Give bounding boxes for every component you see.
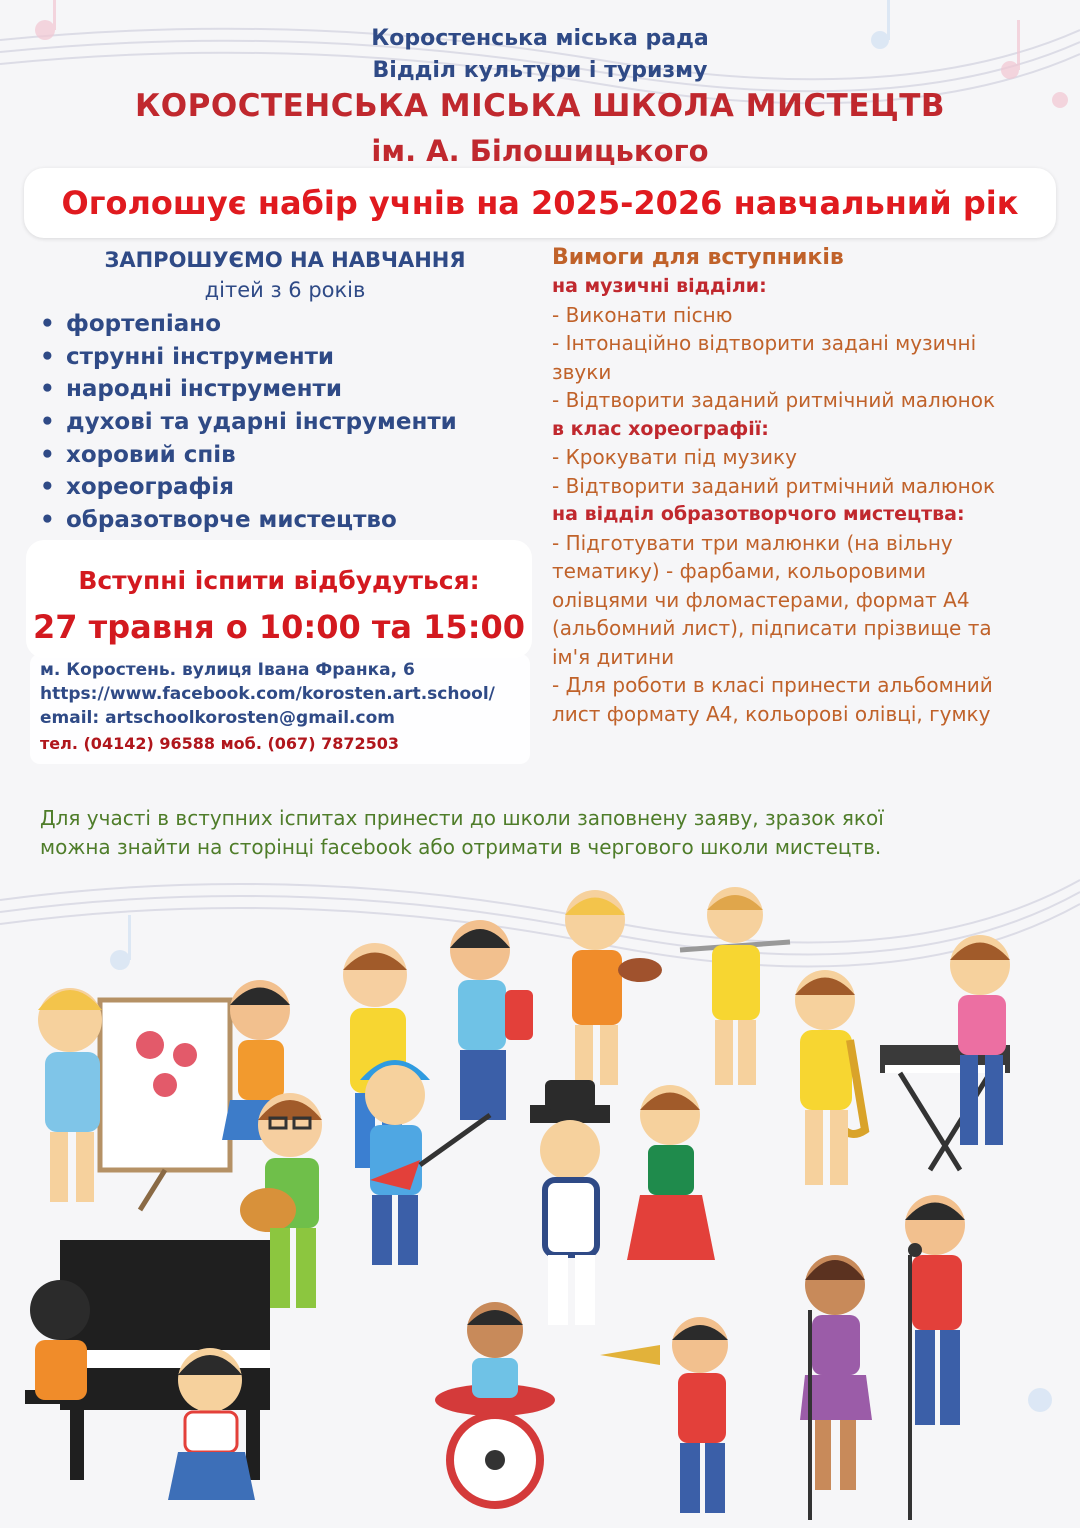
kid-keyboardist [950,935,1010,1145]
invite-ages: дітей з 6 років [204,278,366,302]
subject-item: • фортепіано [40,308,540,341]
email-link[interactable]: email: artschoolkorosten@gmail.com [40,708,395,728]
kid-flute [680,887,790,1085]
bullet-icon: • [40,441,55,468]
school-title: КОРОСТЕНСЬКА МІСЬКА ШКОЛА МИСТЕЦТВ [134,88,946,124]
requirement-line: тематику) - фарбами, кольоровими [552,559,926,583]
subject-item: • хоровий спів [40,439,540,472]
subject-item: • струнні інструменти [40,341,540,374]
address: м. Коростень. вулиця Івана Франка, 6 [40,660,415,680]
requirement-line: - Відтворити заданий ритмічний малюнок [552,473,996,498]
invite-section [40,248,540,537]
requirement-line: - Для роботи в класі принести альбомний [552,673,993,697]
requirement-line: ім'я дитини [552,644,675,669]
requirement-line: лист формату А4, кольорові олівці, гумку [552,701,991,726]
requirement-line: - Відтворити заданий ритмічний малюнок [552,388,996,412]
kid-drummer [467,1302,523,1398]
requirement-line: - Підготувати три малюнки (на вільну [552,530,953,555]
requirement-line: - Виконати пісню [552,302,733,327]
city-council-title: Коростенська міська рада [371,26,709,51]
bullet-icon: • [40,376,55,403]
kid-backpack [450,920,533,1120]
requirement-line: звуки [552,359,612,384]
kid-singer-boy [905,1195,965,1425]
requirements-section [552,244,1052,728]
school-named-after: ім. А. Білошицького [371,134,709,168]
requirement-line: - Інтонаційно відтворити задані музичні [552,331,977,355]
department-title: Відділ культури і туризму [372,58,708,83]
subject-item: • духові та ударні інструменти [40,406,540,439]
bullet-icon: • [40,474,55,501]
requirement-line: - Крокувати під музику [552,445,797,469]
art-requirements-heading: на відділ образотворчого мистецтва: [552,503,965,525]
kid-violin [565,890,662,1085]
kid-saxophone [795,970,865,1185]
facebook-link[interactable]: https://www.facebook.com/korosten.art.school/ [40,684,495,704]
phone-numbers: тел. (04142) 96588 моб. (067) 7872503 [40,734,399,753]
requirements-title: Вимоги для вступників [552,245,844,270]
exam-title: Вступні іспити відбудуться: [78,566,480,595]
kid-trumpet [600,1317,728,1513]
drum-kit-icon [435,1384,555,1505]
requirement-line: (альбомний лист), підписати прізвище та [552,616,992,640]
music-requirements-heading: на музичні відділи: [552,275,767,297]
bullet-icon: • [40,343,55,370]
bullet-icon: • [40,409,55,436]
bullet-icon: • [40,507,55,534]
application-note: Для участі в вступних іспитах принести до школи заповнену заяву, зразок якої можна знайти на сторінці facebook або отримати в чергового школи мистецтв. [40,806,884,859]
kid-painter [38,988,102,1202]
choreo-requirements-heading: в клас хореографії: [552,417,769,440]
children-musicians-illustration [0,880,1080,1528]
invite-title: ЗАПРОШУЄМО НА НАВЧАННЯ [104,248,466,272]
subject-item: • образотворче мистецтво [40,504,540,537]
kid-folk-costume [530,1080,610,1325]
kid-green-dress [627,1085,715,1260]
subject-item: • народні інструменти [40,373,540,406]
bullet-icon: • [40,311,55,337]
easel-icon [100,1000,230,1210]
requirement-line: олівцями чи фломастерами, формат А4 [552,587,970,612]
exam-date: 27 травня о 10:00 та 15:00 [32,608,526,646]
subject-item: • хореографія [40,471,540,504]
enrollment-banner: Оголошує набір учнів на 2025-2026 навчальний рік [24,168,1056,238]
subjects-list [40,308,540,537]
